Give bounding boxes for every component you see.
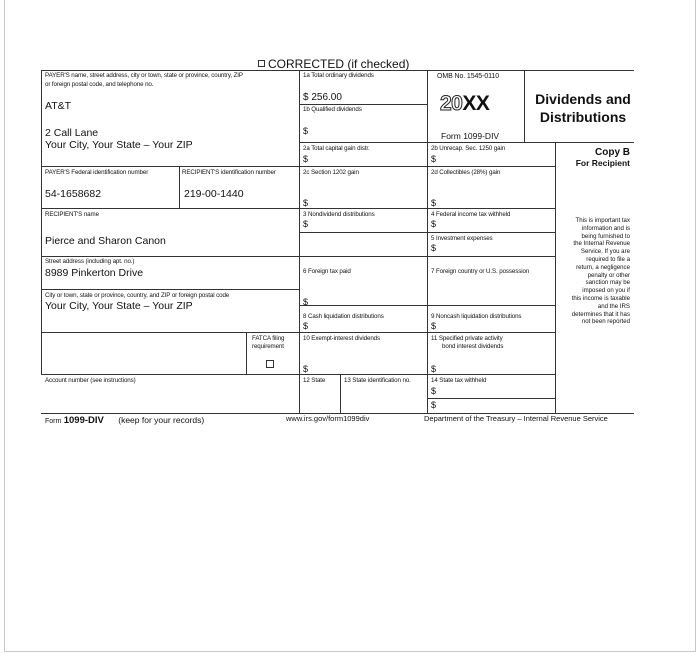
corrected-checkbox-row[interactable]: [258, 57, 409, 71]
recipient-city-label: City or town, state or province, country, and ZIP or foreign postal code: [45, 292, 230, 299]
b5-line: [427, 232, 555, 233]
b2d-line: [427, 166, 555, 167]
footer-form-number: 1099-DIV: [63, 415, 104, 426]
col-divider-title: [524, 70, 525, 142]
box-1a-value: $ 256.00: [303, 92, 342, 103]
recipient-notice-line: return, a negligence: [576, 263, 630, 271]
box-1b-value: $: [303, 126, 309, 136]
box-14-value-2: $: [431, 400, 437, 410]
b9-line: [427, 305, 555, 306]
recipient-notice: [558, 217, 630, 326]
footer-keep-note: (keep for your records): [118, 415, 205, 425]
recipient-tin: 219-00-1440: [184, 188, 244, 200]
tax-year-prefix: 20: [440, 92, 463, 115]
tax-year-suffix: XX: [462, 92, 490, 115]
tax-year: [440, 92, 489, 116]
box-6-value: $: [303, 297, 309, 307]
box-5-value: $: [431, 243, 437, 253]
box-2a-value: $: [303, 154, 309, 164]
col-divider-right: [427, 70, 428, 413]
account-number-label: Account number (see instructions): [45, 377, 136, 384]
form-top-border: [41, 70, 634, 71]
recipient-notice-line: information and is: [581, 224, 630, 232]
payer-label-line2: or foreign postal code, and telephone no.: [45, 81, 154, 88]
corrected-label: CORRECTED (if checked): [268, 57, 410, 71]
form-left-border: [41, 70, 42, 374]
recipient-notice-line: penalty or other: [587, 271, 630, 279]
tin-bottom-line: [41, 208, 299, 209]
box-3-value: $: [303, 219, 309, 229]
fatca-label-line1: FATCA filing: [252, 335, 285, 342]
form-name: Form 1099-DIV: [441, 131, 500, 141]
box-2c-value: $: [303, 198, 309, 208]
box-4-label: 4 Federal income tax withheld: [431, 211, 511, 218]
b2b-line: [427, 142, 555, 143]
recipient-notice-line: this income is taxable: [571, 294, 630, 302]
payer-label-line1: PAYER'S name, street address, city or town, state or province, country, ZIP: [45, 72, 243, 79]
box-10-label: 10 Exempt-interest dividends: [303, 335, 380, 342]
b7-line: [427, 256, 555, 257]
recipient-notice-line: the Internal Revenue: [573, 240, 630, 248]
street-bottom-line: [41, 289, 299, 290]
payer-bottom-line: [41, 166, 299, 167]
b6-line: [299, 256, 427, 257]
box-1b-label: 1b Qualified dividends: [303, 106, 362, 113]
b14-sub-line: [427, 398, 555, 399]
b2c-line: [299, 166, 427, 167]
footer-url[interactable]: www.irs.gov/form1099div: [286, 414, 370, 423]
recipient-notice-line: not been reported: [581, 318, 630, 326]
box-2c-label: 2c Section 1202 gain: [303, 169, 359, 176]
box-10-value: $: [303, 364, 309, 374]
col-divider-main: [299, 70, 300, 413]
omb-number: OMB No. 1545-0110: [437, 73, 499, 80]
recipient-notice-line: determines that it has: [571, 310, 630, 318]
copy-line1: Copy B: [595, 147, 630, 158]
b3-line: [299, 208, 427, 209]
col-divider-fatca: [246, 332, 247, 374]
box-4-value: $: [431, 219, 437, 229]
recipient-name-label: RECIPIENT'S name: [45, 211, 99, 218]
b1b-line: [299, 104, 427, 105]
box-2d-label: 2d Collectibles (28%) gain: [431, 169, 501, 176]
box-13-label: 13 State identification no.: [344, 377, 411, 384]
payer-tin-label: PAYER'S Federal identification number: [45, 169, 149, 176]
box-14-label: 14 State tax withheld: [431, 377, 487, 384]
recipient-notice-line: being furnished to: [581, 232, 630, 240]
b10-line: [299, 332, 427, 333]
b2a-line: [299, 142, 427, 143]
copy-designation: [560, 147, 630, 169]
box-11-label-line1: 11 Specified private activity: [431, 335, 503, 342]
b14-line: [427, 374, 555, 375]
box-6-label: 6 Foreign tax paid: [303, 268, 351, 275]
b5-left-line: [299, 232, 427, 233]
box-2b-label: 2b Unrecap. Sec. 1250 gain: [431, 145, 506, 152]
recipient-notice-line: Service. If you are: [580, 248, 630, 256]
form-title-line1: Dividends and: [535, 91, 631, 107]
copy-top-line: [555, 142, 634, 143]
box-8-value: $: [303, 321, 309, 331]
payer-tin: 54-1658682: [45, 188, 102, 200]
city-bottom-line: [41, 332, 299, 333]
b8-line: [299, 305, 427, 306]
form-title-line2: Distributions: [539, 109, 627, 125]
box-12-label: 12 State: [303, 377, 326, 384]
fatca-bottom-line: [41, 374, 427, 375]
footer-form-id: [45, 415, 204, 426]
recipient-street: 8989 Pinkerton Drive: [45, 267, 144, 279]
box-5-label: 5 Investment expenses: [431, 235, 493, 242]
col-divider-state: [340, 374, 341, 413]
recipient-tin-label: RECIPIENT'S identification number: [182, 169, 276, 176]
box-9-value: $: [431, 321, 437, 331]
box-2b-value: $: [431, 154, 437, 164]
recipient-street-label: Street address (including apt. no.): [45, 258, 135, 265]
b11-line: [427, 332, 555, 333]
recipient-notice-line: sanction may be: [585, 279, 630, 287]
recipient-city: Your City, Your State – Your ZIP: [45, 300, 193, 312]
recipient-notice-line: This is important tax: [575, 217, 630, 224]
footer-form-word: Form: [45, 418, 62, 425]
box-11-value: $: [431, 364, 437, 374]
box-11-label-line2: bond interest dividends: [442, 343, 504, 350]
box-1a-label: 1a Total ordinary dividends: [303, 72, 374, 79]
col-divider-notice: [555, 142, 556, 413]
payer-name: AT&T: [45, 100, 72, 112]
payer-city: Your City, Your State – Your ZIP: [45, 139, 193, 151]
recipient-notice-line: imposed on you if: [582, 287, 630, 295]
col-divider-payer-tin: [179, 166, 180, 208]
form-title: [532, 90, 634, 126]
payer-street: 2 Call Lane: [45, 127, 99, 139]
fatca-checkbox[interactable]: [266, 360, 274, 368]
box-14-value-1: $: [431, 386, 437, 396]
box-7-label: 7 Foreign country or U.S. possession: [431, 268, 530, 275]
box-2d-value: $: [431, 198, 437, 208]
recipient-notice-line: required to file a: [586, 255, 630, 263]
copy-line2: For Recipient: [575, 158, 630, 168]
footer-department: Department of the Treasury – Internal Revenue Service: [424, 414, 608, 423]
name-bottom-line: [41, 256, 299, 257]
box-3-label: 3 Nondividend distributions: [303, 211, 375, 218]
fatca-label-line2: requirement: [252, 343, 284, 350]
box-8-label: 8 Cash liquidation distributions: [303, 313, 384, 320]
box-2a-label: 2a Total capital gain distr.: [303, 145, 370, 152]
recipient-notice-line: and the IRS: [597, 302, 630, 310]
corrected-checkbox[interactable]: [258, 60, 265, 67]
b4-line: [427, 208, 555, 209]
recipient-name: Pierce and Sharon Canon: [45, 235, 166, 247]
box-9-label: 9 Noncash liquidation distributions: [431, 313, 522, 320]
